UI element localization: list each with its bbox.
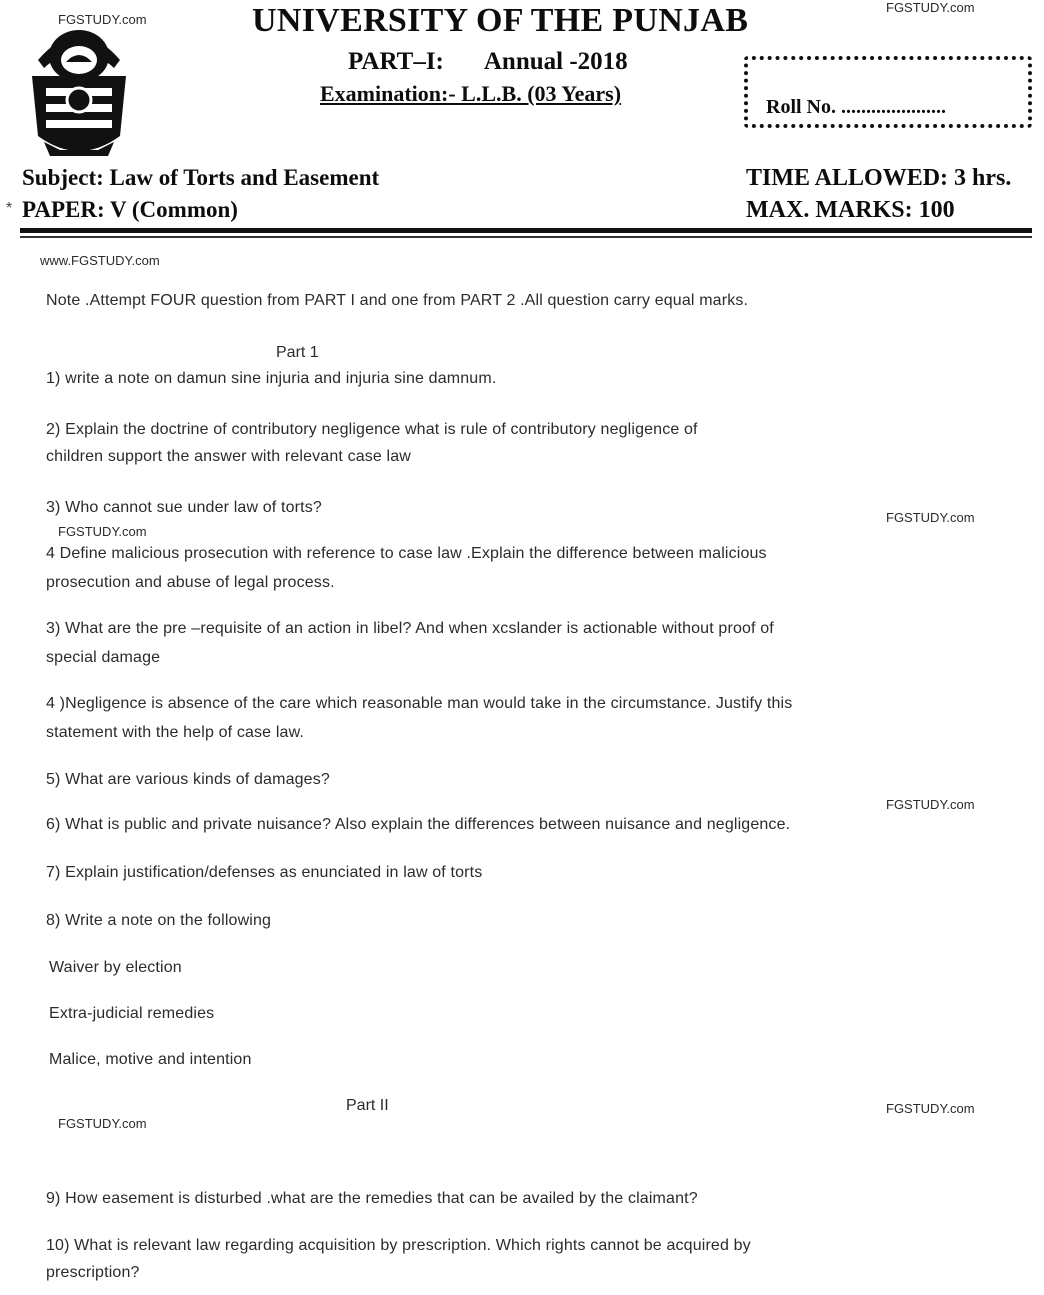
watermark: FGSTUDY.com bbox=[886, 797, 975, 812]
time-allowed: TIME ALLOWED: 3 hrs. bbox=[746, 165, 1012, 191]
watermark: FGSTUDY.com bbox=[58, 524, 147, 539]
sub-item-remedies: Extra-judicial remedies bbox=[49, 1005, 215, 1022]
question-6-line-1: 4 )Negligence is absence of the care which reasonable man would take in the circumstance. Justify this bbox=[46, 695, 793, 712]
question-2-line-2: children support the answer with relevant case law bbox=[46, 448, 412, 465]
subject-label: Subject: Law of Torts and Easement bbox=[22, 165, 380, 190]
watermark: FGSTUDY.com bbox=[58, 1116, 147, 1131]
roll-number-label: Roll No. ..................... bbox=[766, 96, 946, 118]
question-8: 6) What is public and private nuisance? Also explain the differences between nuisance and negligence. bbox=[46, 816, 791, 833]
question-6-line-2: statement with the help of case law. bbox=[46, 724, 304, 741]
part-1-heading: Part 1 bbox=[276, 344, 319, 361]
watermark: FGSTUDY.com bbox=[886, 510, 975, 525]
sub-item-malice: Malice, motive and intention bbox=[49, 1051, 252, 1068]
paper-label: PAPER: V (Common) bbox=[22, 197, 238, 222]
question-2-line-1: 2) Explain the doctrine of contributory negligence what is rule of contributory negligence of bbox=[46, 421, 698, 438]
examination-title: Examination:- L.L.B. (03 Years) bbox=[320, 81, 622, 106]
university-crest-logo bbox=[24, 18, 134, 158]
question-11: 9) How easement is disturbed .what are the remedies that can be availed by the claimant? bbox=[46, 1190, 698, 1207]
max-marks: MAX. MARKS: 100 bbox=[746, 197, 955, 223]
question-12-line-1: 10) What is relevant law regarding acquisition by prescription. Which rights cannot be acquired by bbox=[46, 1237, 751, 1254]
part-2-heading: Part II bbox=[346, 1097, 389, 1114]
question-1: 1) write a note on damun sine injuria and injuria sine damnum. bbox=[46, 370, 497, 387]
part-label: PART–I: bbox=[348, 48, 444, 75]
question-10: 8) Write a note on the following bbox=[46, 912, 272, 929]
question-4-line-1: 4 Define malicious prosecution with reference to case law .Explain the difference between malicious bbox=[46, 545, 767, 562]
annual-label: Annual -2018 bbox=[483, 48, 628, 75]
question-12-line-2: prescription? bbox=[46, 1264, 140, 1281]
university-title: UNIVERSITY OF THE PUNJAB bbox=[252, 2, 749, 39]
question-3: 3) Who cannot sue under law of torts? bbox=[46, 499, 322, 516]
sub-item-waiver: Waiver by election bbox=[49, 959, 182, 976]
question-7: 5) What are various kinds of damages? bbox=[46, 771, 330, 788]
watermark: FGSTUDY.com bbox=[886, 1101, 975, 1116]
watermark: FGSTUDY.com bbox=[886, 0, 975, 15]
header-divider-thin bbox=[20, 236, 1032, 238]
question-9: 7) Explain justification/defenses as enunciated in law of torts bbox=[46, 864, 483, 881]
question-4-line-2: prosecution and abuse of legal process. bbox=[46, 574, 335, 591]
watermark: www.FGSTUDY.com bbox=[40, 253, 160, 268]
part-annual-line bbox=[348, 48, 628, 76]
watermark: FGSTUDY.com bbox=[58, 12, 147, 27]
question-5-line-1: 3) What are the pre –requisite of an action in libel? And when xcslander is actionable without proof of bbox=[46, 620, 774, 637]
question-5-line-2: special damage bbox=[46, 649, 161, 666]
instructions-note: Note .Attempt FOUR question from PART I and one from PART 2 .All question carry equal marks. bbox=[46, 292, 749, 309]
asterisk-mark: * bbox=[6, 200, 13, 217]
roll-number-box bbox=[744, 56, 1032, 128]
header-divider-thick bbox=[20, 228, 1032, 233]
